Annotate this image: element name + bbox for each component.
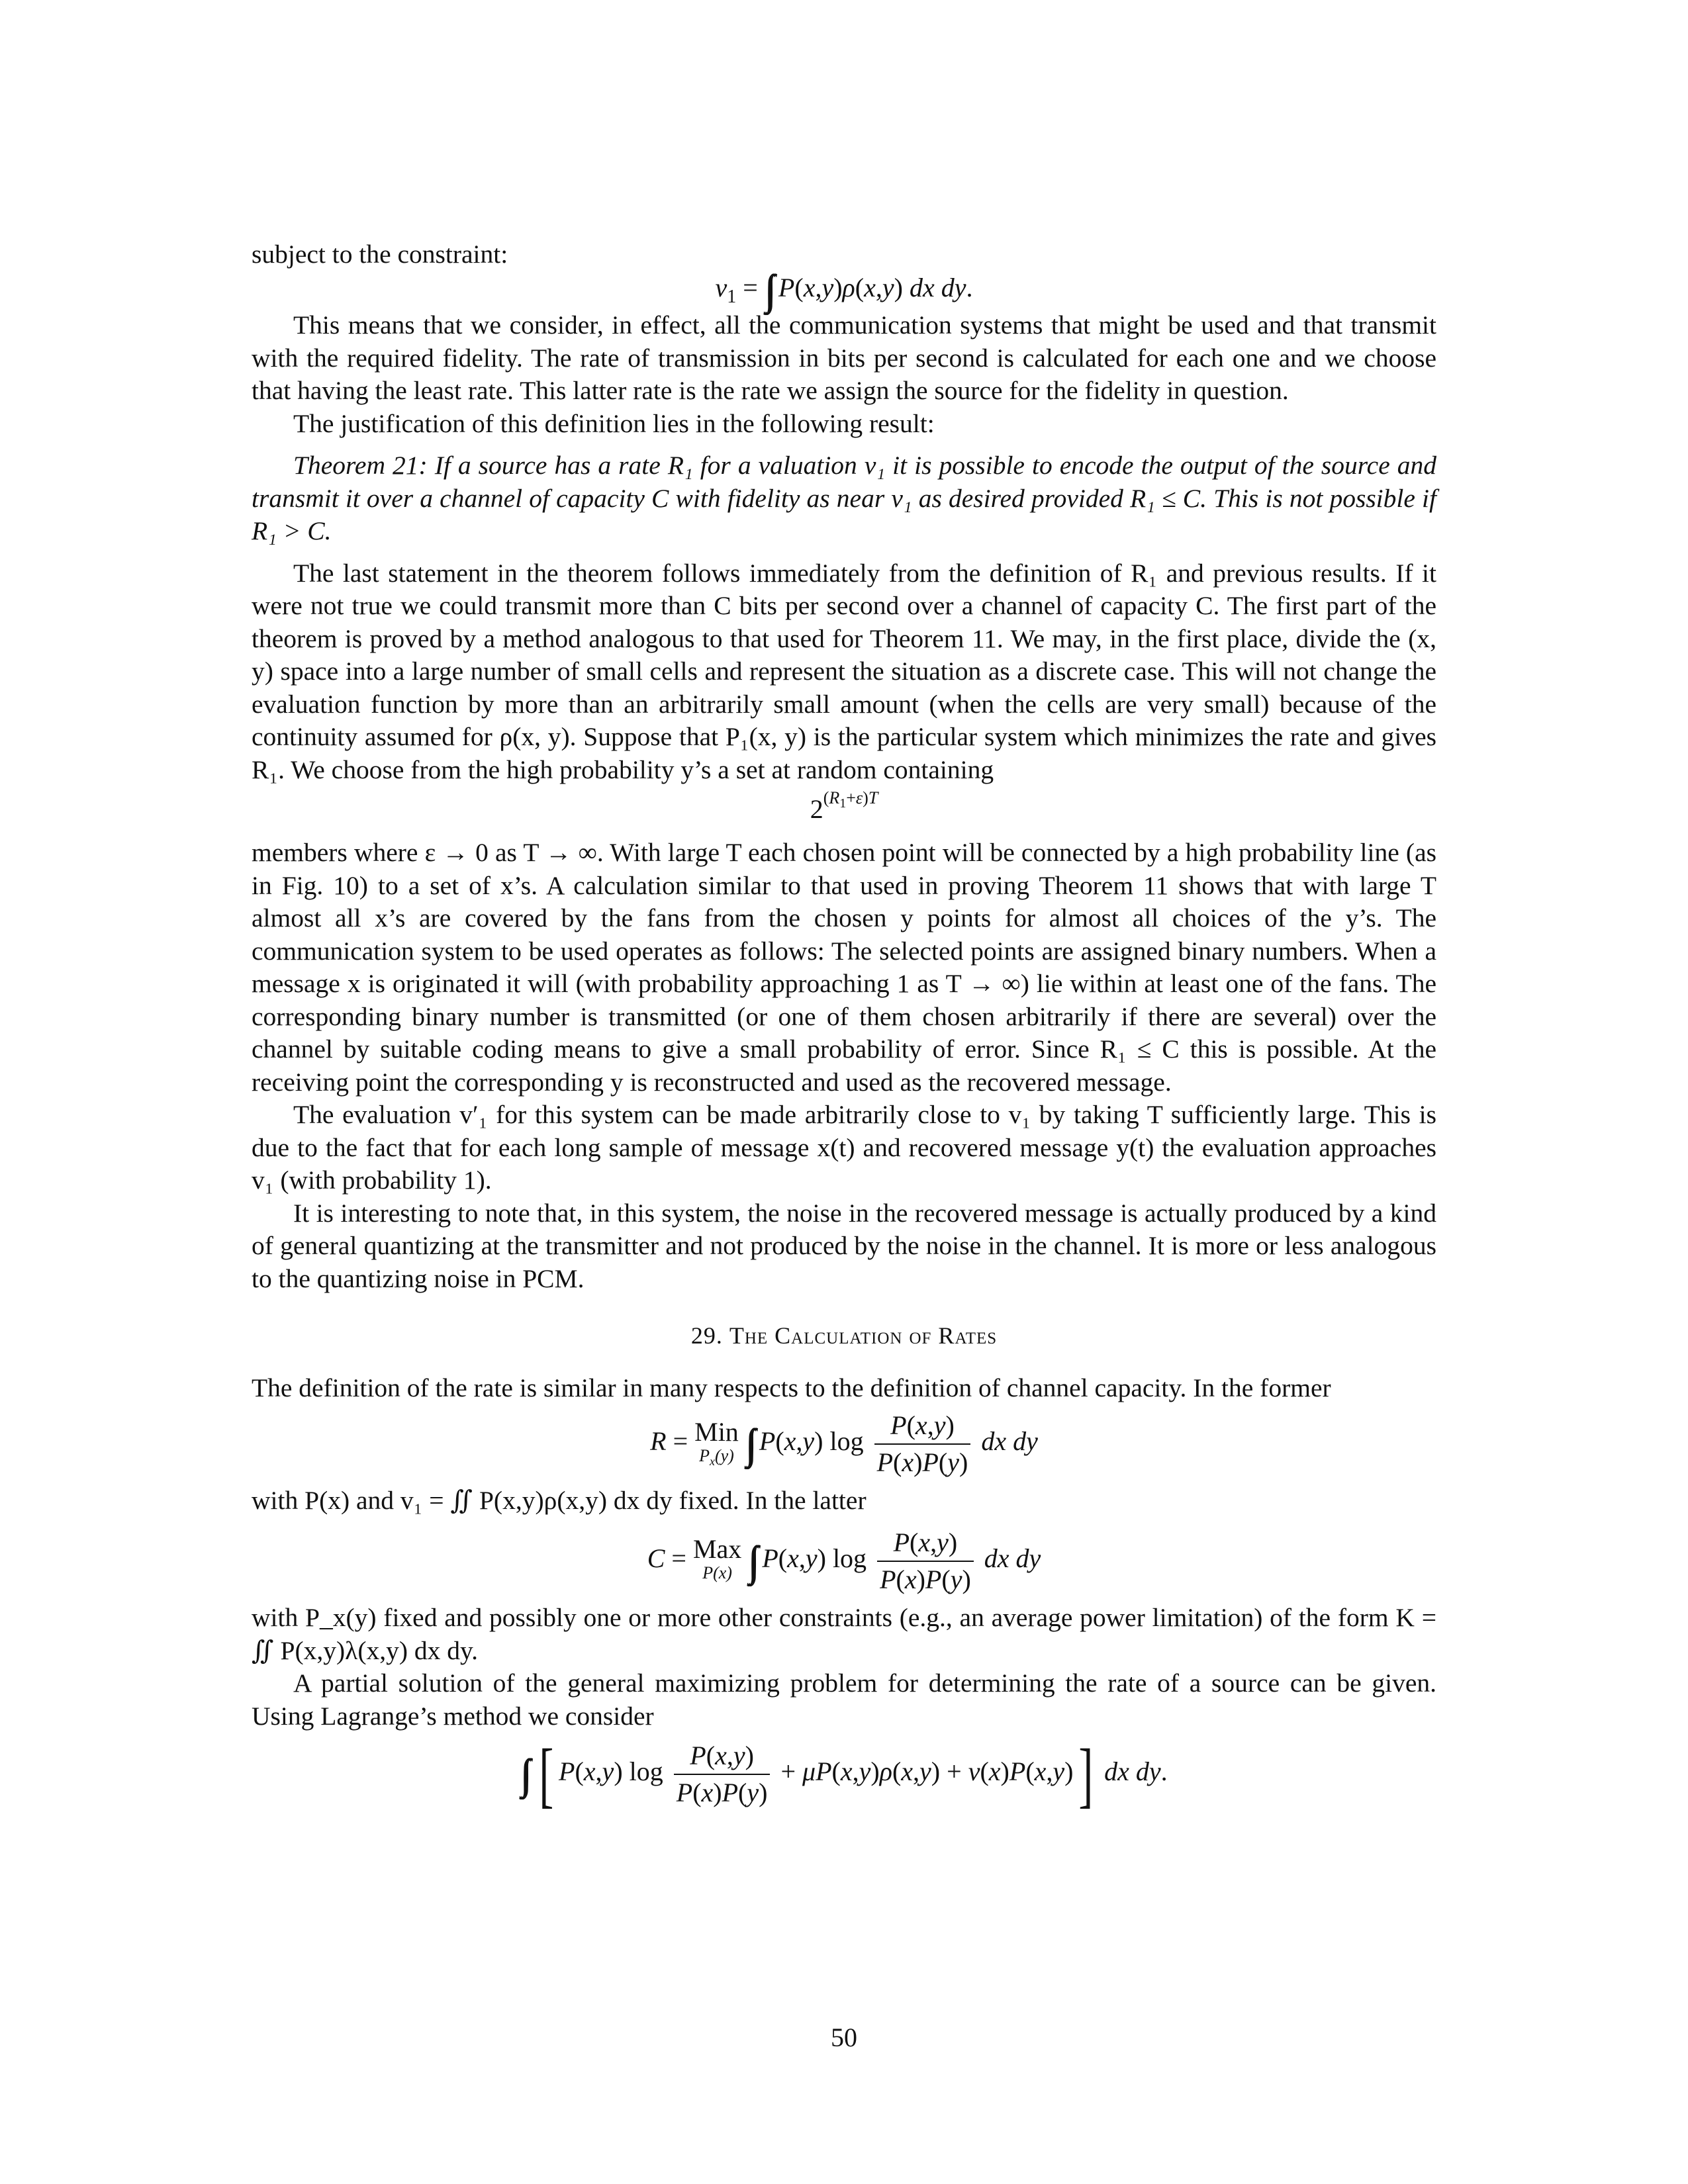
page-body (252, 238, 1437, 1815)
theorem-text: If a source has a rate R₁ for a valuation v₁ it is possible to encode the output of the source and transmit it over a channel of capacity C with fidelity as near v₁ as desired provided R₁ ≤ C. This is not possible if R₁ > C. (252, 451, 1437, 546)
equation-power: $2^{(R_1+\varepsilon)T}$ (810, 788, 878, 825)
equation-capacity: C = Max P(x) ∫∫ P(x,y) log $\frac{P(x,y)}{P(x)P(y)}$ dx dy (647, 1527, 1041, 1595)
section-heading (252, 1322, 1436, 1349)
section-title: The Calculation of Rates (729, 1322, 998, 1349)
equation-constraint: $v_1$ = ∫∫ P(x,y)ρ(x,y) dx dy. (715, 266, 973, 314)
para-3: The last statement in the theorem follows immediately from the definition of R₁ and previous results. If it were not true we could transmit more than C bits per second over a channel of capacity C. The first part of the theorem is proved by a method analogous to that used for Theorem 11. We may, in the first place, divide the (x, y) space into a large number of small cells and represent the situation as a discrete case. This will not change the evaluation function by more than an arbitrarily small amount (when the cells are very small) because of the continuity assumed for ρ(x, y). Suppose that P₁(x, y) is the particular system which minimizes the rate and gives R₁. We choose from the high probability y’s a set at random containing (252, 558, 1436, 784)
para-intro: subject to the constraint: (252, 240, 508, 269)
equation-lagrange: ∫∫ [ P(x,y) log $\frac{P(x,y)}{P(x)P(y)}$ + μP(x,y)ρ(x,y) + ν(x)P(x,y)] dx dy. (521, 1734, 1168, 1815)
para-7: The definition of the rate is similar in many respects to the definition of channel capacity. In the former (252, 1373, 1331, 1403)
section-number: 29. (690, 1322, 723, 1349)
theorem-label: Theorem 21: (293, 451, 428, 480)
para-4: members where ε → 0 as T → ∞. With large T each chosen point will be connected by a high probability line (as in Fig. 10) to a set of x’s. A calculation similar to that used in proving Theorem 11 shows that with large T almost all x’s are covered by the fans from the chosen y points for almost all choices of the y’s. The communication system to be used operates as follows: The selected points are assigned binary numbers. When a message x is originated it will (with probability approaching 1 as T → ∞) lie within at least one of the fans. The corresponding binary number is transmitted (or one of them chosen arbitrarily if there are several) over the channel by suitable coding means to give a small probability of error. Since R₁ ≤ C this is possible. At the receiving point the corresponding y is reconstructed and used as the recovered message. (252, 838, 1436, 1097)
para-1: This means that we consider, in effect, all the communication systems that might be used and that transmit with the required fidelity. The rate of transmission in bits per second is calculated for each one and we choose that having the least rate. This latter rate is the rate we assign the source for the fidelity in question. (252, 310, 1436, 406)
page-number: 50 (831, 2023, 857, 2052)
para-8: with P(x) and v₁ = ∬ P(x,y)ρ(x,y) dx dy fixed. In the latter (252, 1485, 867, 1515)
equation-rate: R = Min $P_x(y)$ ∫∫ P(x,y) log $\frac{P(x,y)}{P(x)P(y)}$ dx dy (650, 1410, 1038, 1477)
theorem-21 (252, 449, 1436, 548)
para-9: with P_x(y) fixed and possibly one or more other constraints (e.g., an average power limitation) of the form K = ∬ P(x,y)λ(x,y) dx dy. (252, 1603, 1436, 1665)
para-5: The evaluation v′₁ for this system can be made arbitrarily close to v₁ by taking T sufficiently large. This is due to the fact that for each long sample of message x(t) and recovered message y(t) the evaluation approaches v₁ (with probability 1). (252, 1100, 1436, 1195)
para-10: A partial solution of the general maximizing problem for determining the rate of a source can be given. Using Lagrange’s method we consider (252, 1668, 1436, 1731)
para-2: The justification of this definition lies in the following result: (293, 408, 935, 438)
para-6: It is interesting to note that, in this system, the noise in the recovered message is actually produced by a kind of general quantizing at the transmitter and not produced by the noise in the channel. It is more or less analogous to the quantizing noise in PCM. (252, 1198, 1436, 1293)
